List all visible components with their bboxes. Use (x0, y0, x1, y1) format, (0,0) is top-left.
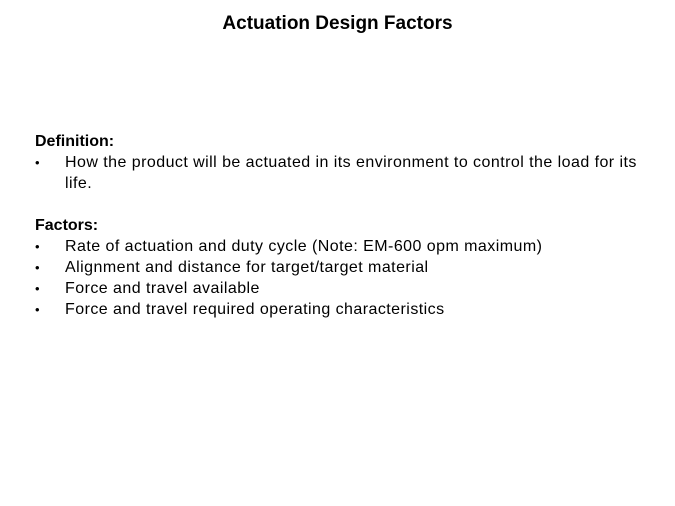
section-spacer (35, 194, 645, 215)
bullet-icon: • (35, 281, 40, 296)
factor-text: Force and travel available (65, 280, 260, 297)
definition-heading: Definition: (35, 133, 115, 150)
bullet-icon: • (35, 302, 40, 317)
definition-list (35, 152, 645, 194)
bullet-icon: • (35, 239, 40, 254)
factor-text: Alignment and distance for target/target material (65, 259, 429, 276)
list-item (35, 152, 645, 194)
list-item (35, 236, 645, 257)
factors-list (35, 236, 645, 320)
bullet-icon: • (35, 260, 40, 275)
bullet-icon: • (35, 155, 40, 170)
factor-text: Rate of actuation and duty cycle (Note: EM-600 opm maximum) (65, 238, 543, 255)
factors-heading: Factors: (35, 217, 99, 234)
definition-text: How the product will be actuated in its environment to control the load for its life. (65, 154, 637, 192)
slide-title: Actuation Design Factors (222, 13, 453, 34)
list-item (35, 278, 645, 299)
slide-content (35, 131, 645, 320)
list-item (35, 299, 645, 320)
list-item (35, 257, 645, 278)
factor-text: Force and travel required operating characteristics (65, 301, 445, 318)
